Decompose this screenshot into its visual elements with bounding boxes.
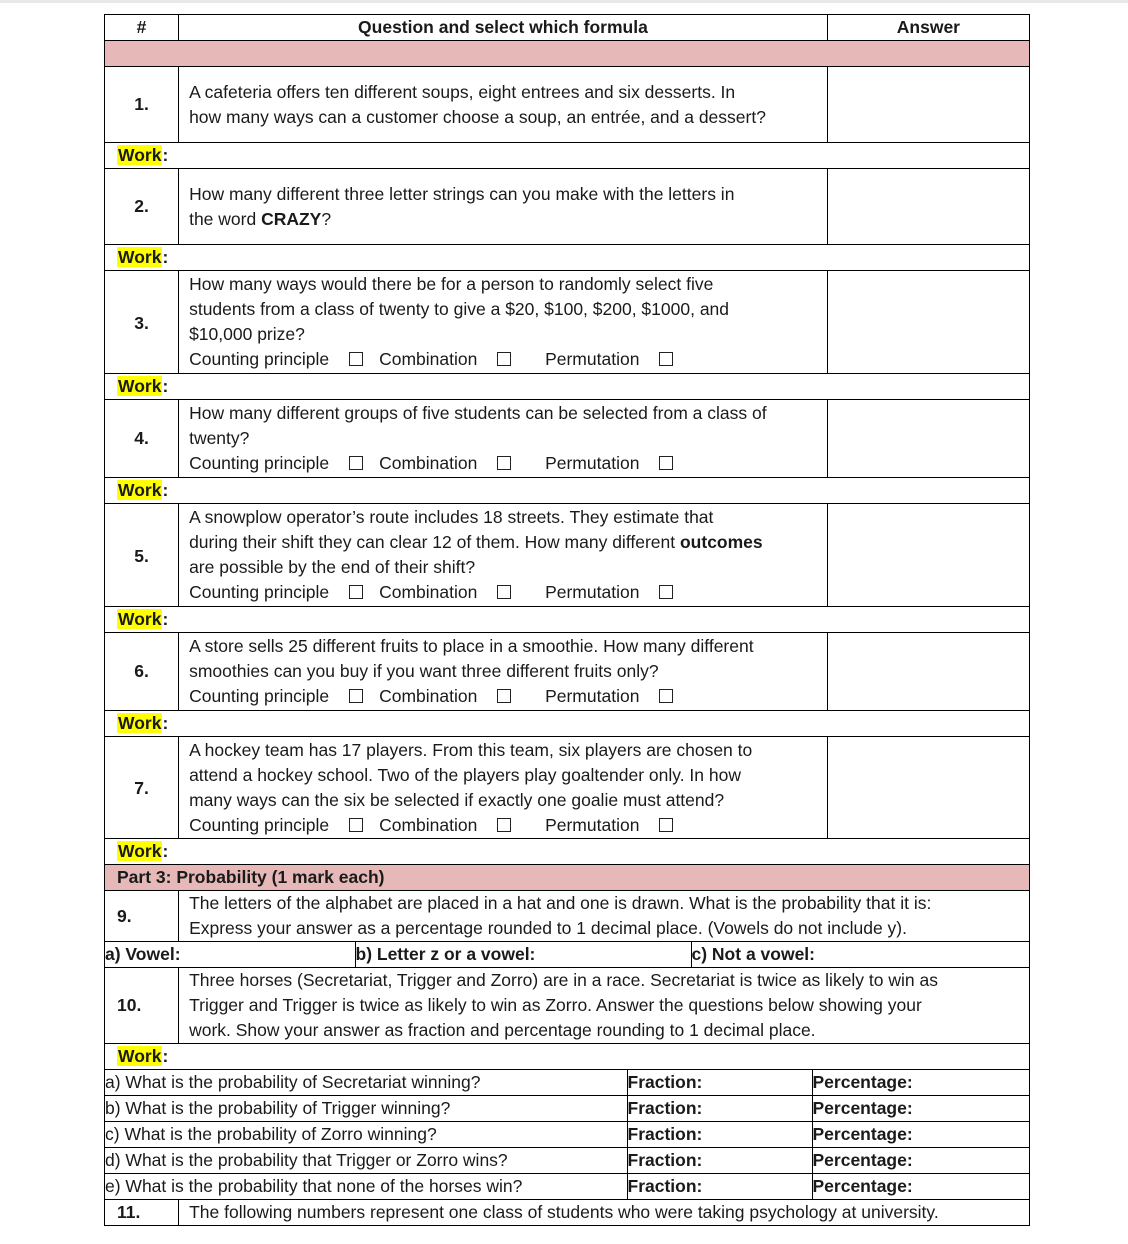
q10-part-d: d) What is the probability that Trigger or Zorro wins? bbox=[105, 1150, 508, 1170]
percentage-field[interactable]: Percentage: bbox=[812, 1174, 1029, 1199]
option-counting-principle-label: Counting principle bbox=[189, 814, 330, 835]
percentage-field[interactable]: Percentage: bbox=[812, 1096, 1029, 1121]
answer-cell[interactable] bbox=[827, 737, 1029, 839]
work-row-1 bbox=[105, 143, 1030, 169]
question-number: 4. bbox=[105, 400, 179, 478]
page-top-edge bbox=[0, 0, 1128, 3]
q10-part-a: a) What is the probability of Secretariat winning? bbox=[105, 1072, 481, 1092]
fraction-field[interactable]: Fraction: bbox=[627, 1070, 812, 1095]
answer-cell[interactable] bbox=[827, 271, 1029, 374]
question-text bbox=[179, 968, 1030, 1044]
fraction-field[interactable]: Fraction: bbox=[627, 1174, 812, 1199]
question-line: A store sells 25 different fruits to place in a smoothie. How many different bbox=[189, 636, 754, 656]
work-label: Work bbox=[118, 247, 162, 267]
option-permutation-label: Permutation bbox=[545, 582, 640, 602]
question-row-9 bbox=[105, 891, 1030, 942]
q9-answers-row bbox=[105, 942, 1030, 968]
answer-cell[interactable] bbox=[827, 633, 1029, 711]
question-row-4 bbox=[105, 400, 1030, 478]
question-line: the word CRAZY? bbox=[189, 208, 332, 229]
question-line: A snowplow operator’s route includes 18 streets. They estimate that bbox=[189, 507, 714, 527]
question-line: How many different groups of five students can be selected from a class of bbox=[189, 403, 767, 423]
option-combination-label: Combination bbox=[379, 349, 478, 369]
option-combination-label: Combination bbox=[379, 686, 478, 706]
formula-options bbox=[189, 580, 819, 605]
work-cell[interactable]: Work: bbox=[105, 1044, 1030, 1070]
question-number: 10. bbox=[105, 968, 179, 1044]
combination-checkbox[interactable] bbox=[497, 456, 511, 470]
question-row-5 bbox=[105, 504, 1030, 607]
work-row-2 bbox=[105, 245, 1030, 271]
option-permutation-label: Permutation bbox=[545, 349, 640, 369]
question-line: students from a class of twenty to give a $20, $100, $200, $1000, and bbox=[189, 299, 730, 319]
question-line: attend a hockey school. Two of the players play goaltender only. In how bbox=[189, 764, 741, 785]
question-line: work. Show your answer as fraction and percentage rounding to 1 decimal place. bbox=[189, 1020, 816, 1040]
answer-cell[interactable] bbox=[827, 504, 1029, 607]
permutation-checkbox[interactable] bbox=[659, 585, 673, 599]
option-combination-label: Combination bbox=[379, 582, 478, 602]
q10-part-e-row bbox=[105, 1174, 1030, 1200]
question-text bbox=[179, 400, 828, 478]
question-text bbox=[179, 504, 828, 607]
option-permutation-label: Permutation bbox=[545, 686, 640, 706]
work-cell[interactable]: Work: bbox=[105, 374, 1030, 400]
question-number: 1. bbox=[105, 67, 179, 143]
work-row-10 bbox=[105, 1044, 1030, 1070]
work-label: Work bbox=[118, 713, 162, 733]
q10-part-c: c) What is the probability of Zorro winning? bbox=[105, 1124, 437, 1144]
counting-principle-checkbox[interactable] bbox=[349, 689, 363, 703]
question-line: Express your answer as a percentage rounded to 1 decimal place. (Vowels do not include y). bbox=[189, 918, 907, 938]
header-answer: Answer bbox=[827, 15, 1029, 41]
counting-principle-checkbox[interactable] bbox=[349, 352, 363, 366]
option-combination-label: Combination bbox=[379, 453, 478, 473]
question-line: A cafeteria offers ten different soups, eight entrees and six desserts. In bbox=[189, 81, 736, 102]
permutation-checkbox[interactable] bbox=[659, 689, 673, 703]
formula-options bbox=[189, 813, 819, 838]
counting-principle-checkbox[interactable] bbox=[349, 456, 363, 470]
combination-checkbox[interactable] bbox=[497, 818, 511, 832]
work-label: Work bbox=[118, 1046, 162, 1066]
question-line: How many ways would there be for a person to randomly select five bbox=[189, 274, 714, 294]
question-line: The letters of the alphabet are placed in a hat and one is drawn. What is the probability that it is: bbox=[189, 893, 932, 913]
worksheet-table bbox=[104, 14, 1030, 1226]
section-band-cell bbox=[105, 41, 1030, 67]
question-text bbox=[179, 169, 828, 245]
q10-part-e: e) What is the probability that none of the horses win? bbox=[105, 1176, 523, 1196]
work-row-3 bbox=[105, 374, 1030, 400]
permutation-checkbox[interactable] bbox=[659, 818, 673, 832]
combination-checkbox[interactable] bbox=[497, 352, 511, 366]
work-row-7 bbox=[105, 839, 1030, 865]
work-label: Work bbox=[118, 609, 162, 629]
formula-options bbox=[189, 347, 819, 372]
work-cell[interactable]: Work: bbox=[105, 607, 1030, 633]
question-text bbox=[179, 633, 828, 711]
question-line: Three horses (Secretariat, Trigger and Zorro) are in a race. Secretariat is twice as likely to win as bbox=[189, 970, 938, 990]
permutation-checkbox[interactable] bbox=[659, 456, 673, 470]
question-row-10 bbox=[105, 968, 1030, 1044]
question-line: $10,000 prize? bbox=[189, 324, 305, 344]
option-counting-principle-label: Counting principle bbox=[189, 686, 330, 706]
work-label: Work bbox=[118, 376, 162, 396]
question-number: 3. bbox=[105, 271, 179, 374]
question-row-1 bbox=[105, 67, 1030, 143]
percentage-field[interactable]: Percentage: bbox=[812, 1148, 1029, 1173]
question-row-6 bbox=[105, 633, 1030, 711]
formula-options bbox=[189, 684, 819, 709]
work-label: Work bbox=[118, 480, 162, 500]
question-row-11 bbox=[105, 1200, 1030, 1226]
answer-cell[interactable] bbox=[827, 400, 1029, 478]
answer-cell[interactable] bbox=[827, 169, 1029, 245]
question-line: how many ways can a customer choose a soup, an entrée, and a dessert? bbox=[189, 106, 766, 127]
section-band bbox=[105, 41, 1030, 67]
question-text bbox=[179, 737, 828, 839]
question-line: are possible by the end of their shift? bbox=[189, 557, 476, 577]
q9-answers bbox=[105, 942, 1029, 967]
q9-part-c[interactable]: c) Not a vowel: bbox=[691, 942, 1029, 967]
work-cell[interactable]: Work: bbox=[105, 711, 1030, 737]
q9-part-a[interactable]: a) Vowel: bbox=[105, 944, 181, 964]
option-permutation-label: Permutation bbox=[545, 814, 640, 835]
question-line: during their shift they can clear 12 of them. How many different outcomes bbox=[189, 532, 763, 552]
part3-title: Part 3: Probability (1 mark each) bbox=[105, 865, 1030, 891]
combination-checkbox[interactable] bbox=[497, 585, 511, 599]
answer-cell[interactable] bbox=[827, 67, 1029, 143]
question-number: 6. bbox=[105, 633, 179, 711]
fraction-field[interactable]: Fraction: bbox=[627, 1122, 812, 1147]
option-counting-principle-label: Counting principle bbox=[189, 349, 330, 369]
permutation-checkbox[interactable] bbox=[659, 352, 673, 366]
question-text bbox=[179, 271, 828, 374]
work-row-4 bbox=[105, 478, 1030, 504]
percentage-field[interactable]: Percentage: bbox=[812, 1070, 1029, 1095]
question-line: How many different three letter strings can you make with the letters in bbox=[189, 183, 735, 204]
question-number: 5. bbox=[105, 504, 179, 607]
header-num: # bbox=[105, 15, 179, 41]
question-line: twenty? bbox=[189, 428, 250, 448]
work-label: Work bbox=[118, 145, 162, 165]
work-row-5 bbox=[105, 607, 1030, 633]
q10-part-d-row bbox=[105, 1148, 1030, 1174]
percentage-field[interactable]: Percentage: bbox=[812, 1122, 1029, 1147]
q10-part-a-row bbox=[105, 1070, 1030, 1096]
question-number: 11. bbox=[105, 1200, 179, 1226]
combination-checkbox[interactable] bbox=[497, 689, 511, 703]
work-cell[interactable]: Work: bbox=[105, 143, 1030, 169]
fraction-field[interactable]: Fraction: bbox=[627, 1096, 812, 1121]
fraction-field[interactable]: Fraction: bbox=[627, 1148, 812, 1173]
question-row-7 bbox=[105, 737, 1030, 839]
work-cell[interactable]: Work: bbox=[105, 245, 1030, 271]
work-cell[interactable]: Work: bbox=[105, 478, 1030, 504]
option-combination-label: Combination bbox=[379, 814, 478, 835]
question-number: 2. bbox=[105, 169, 179, 245]
q9-answers-cell bbox=[105, 942, 1030, 968]
q10-part-b: b) What is the probability of Trigger winning? bbox=[105, 1098, 451, 1118]
header-question: Question and select which formula bbox=[179, 15, 828, 41]
question-line: Trigger and Trigger is twice as likely to win as Zorro. Answer the questions below showing your bbox=[189, 995, 922, 1015]
question-text: The following numbers represent one class of students who were taking psychology at university. bbox=[179, 1200, 1030, 1226]
header-row bbox=[105, 15, 1030, 41]
formula-options bbox=[189, 451, 819, 476]
question-number: 7. bbox=[105, 737, 179, 839]
option-permutation-label: Permutation bbox=[545, 453, 640, 473]
q9-part-b[interactable]: b) Letter z or a vowel: bbox=[355, 942, 691, 967]
question-row-2 bbox=[105, 169, 1030, 245]
question-number: 9. bbox=[105, 891, 179, 942]
work-label: Work bbox=[118, 841, 162, 861]
work-row-6 bbox=[105, 711, 1030, 737]
question-row-3 bbox=[105, 271, 1030, 374]
counting-principle-checkbox[interactable] bbox=[349, 818, 363, 832]
part3-header-row bbox=[105, 865, 1030, 891]
counting-principle-checkbox[interactable] bbox=[349, 585, 363, 599]
question-line: many ways can the six be selected if exactly one goalie must attend? bbox=[189, 789, 725, 810]
q10-part-b-row bbox=[105, 1096, 1030, 1122]
q10-part-c-row bbox=[105, 1122, 1030, 1148]
option-counting-principle-label: Counting principle bbox=[189, 453, 330, 473]
option-counting-principle-label: Counting principle bbox=[189, 582, 330, 602]
question-line: smoothies can you buy if you want three different fruits only? bbox=[189, 661, 659, 681]
question-text bbox=[179, 67, 828, 143]
question-text bbox=[179, 891, 1030, 942]
work-cell[interactable]: Work: bbox=[105, 839, 1030, 865]
question-line: A hockey team has 17 players. From this team, six players are chosen to bbox=[189, 739, 753, 760]
